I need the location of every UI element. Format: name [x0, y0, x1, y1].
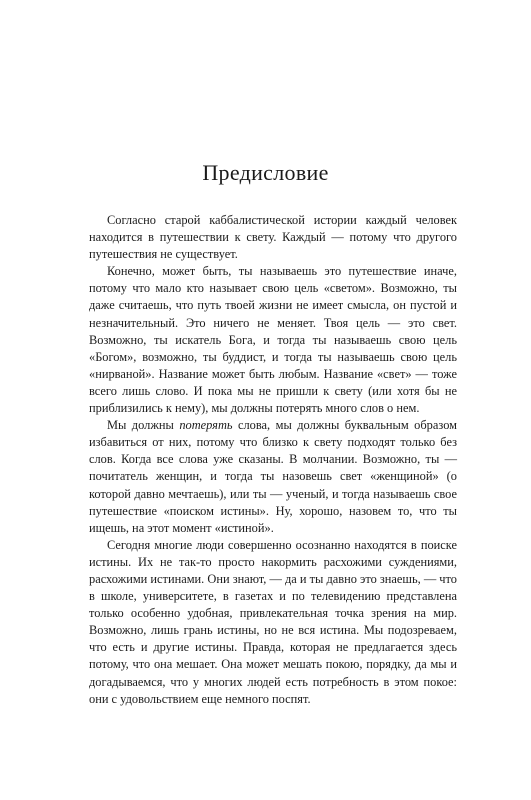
paragraph-3-lead: Мы должны — [107, 418, 180, 433]
body-text — [89, 212, 457, 708]
emphasized-word: потерять — [179, 418, 233, 433]
paragraph-3-rest: слова, мы должны буквальным образом избавиться от них, потому что близко к свету подходят только без слов. Когда все слова уже сказаны. В молчании. Возможно, ты — почитатель женщин, и тогда ты назовешь свет «женщиной» (о которой давно мечтаешь), или ты — ученый, и тогда называешь свое путешествие «поиском истины». Ну, хорошо, назовем то, что ты ищешь, на этот момент «истиной». — [89, 418, 457, 535]
paragraph-4: Сегодня многие люди совершенно осознанно находятся в поиске истины. Их не так-то просто накормить расхожими суждениями, расхожими истинами. Они знают, — да и ты давно это знаешь, — что в школе, университете, в газетах и по телевидению представлена только особенно удобная, привлекательная точка зрения на мир. Возможно, лишь грань истины, но не вся истина. Мы подозреваем, что есть и другие истины. Правда, которая не предлагается здесь потому, что она мешает. Она может мешать покою, порядку, да мы и догадываемся, что у многих людей есть потребность в этом покое: они с удовольствием еще немного поспят. — [89, 537, 457, 706]
paragraph-1: Согласно старой каббалистической истории каждый человек находится в путешествии к свету. Каждый — потому что другого путешествия не существует. — [89, 213, 457, 262]
chapter-title: Предисловие — [202, 160, 329, 185]
paragraph-2: Конечно, может быть, ты называешь это путешествие иначе, потому что мало кто называет свою цель «светом». Возможно, ты даже считаешь, что путь твоей жизни не имеет смысла, он пустой и незначительный. Это ничего не меняет. Твоя цель — это свет. Возможно, ты искатель Бога, и тогда ты называешь свою цель «Богом», возможно, ты буддист, и тогда ты называешь свою цель «нирваной». Название может быть любым. Название «свет» — тоже всего лишь слово. И пока мы не пришли к свету (или хотя бы не приблизились к нему), мы должны потерять много слов о нем. — [89, 264, 457, 416]
paragraph-3 — [89, 417, 457, 537]
